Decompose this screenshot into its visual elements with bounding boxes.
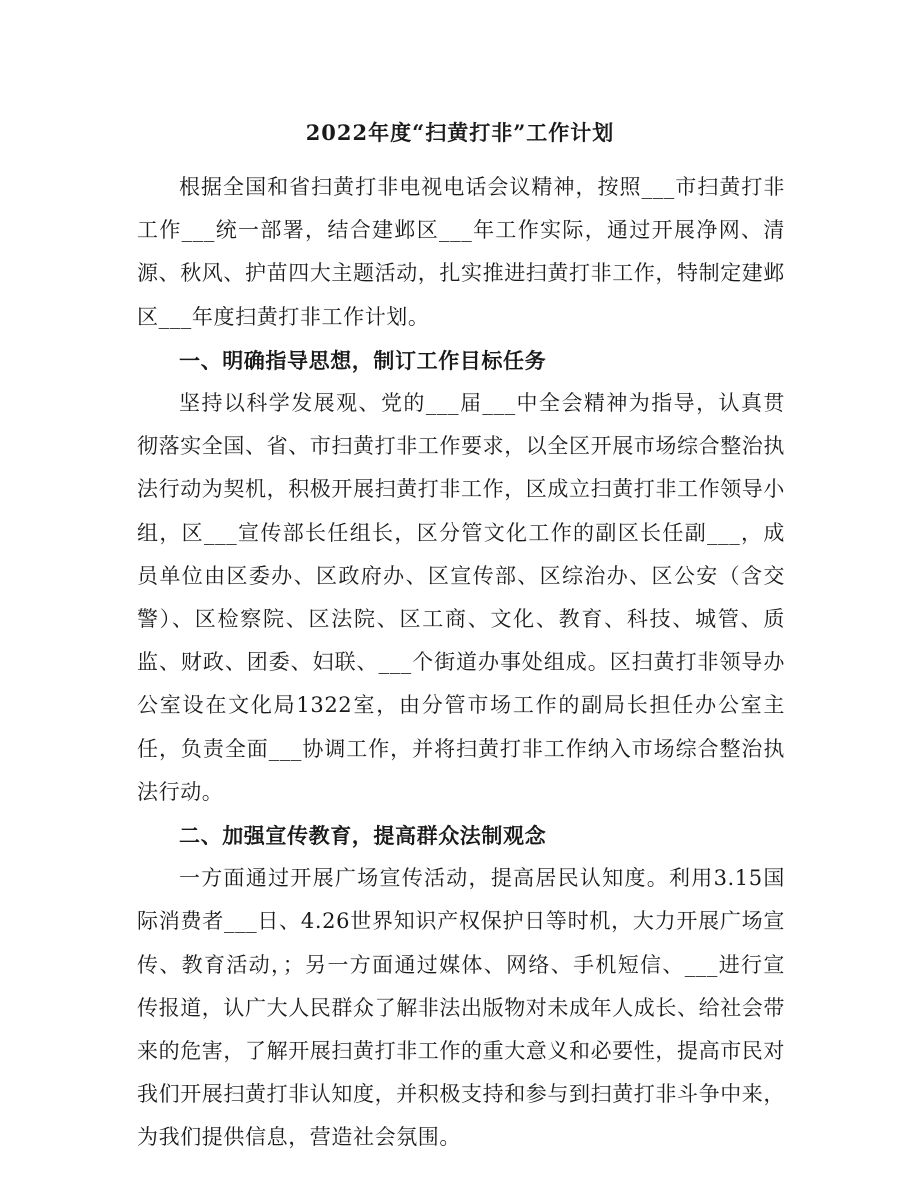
section-2-paragraph: 一方面通过开展广场宣传活动，提高居民认知度。利用3.15国际消费者___日、4.26世界知识产权保护日等时机，大力开展广场宣传、教育活动，；另一方面通过媒体、网络、手机短信、___进行宣传报道，认广大人民群众了解非法出版物对未成年人成长、给社会带来的危害，了解开展扫黄打非工作的重大意义和必要性，提高市民对我们开展扫黄打非认知度，并积极支持和参与到扫黄打非斗争中来，为我们提供信息，营造社会氛围。	[137, 866, 785, 1150]
section-2-heading: 二、加强宣传教育，提高群众法制观念	[179, 823, 547, 849]
document-title: 2022年度“扫黄打非”工作计划	[305, 120, 615, 145]
document-body	[137, 166, 785, 1160]
section-1-paragraph: 坚持以科学发展观、党的___届___中全会精神为指导，认真贯彻落实全国、省、市扫黄打非工作要求，以全区开展市场综合整治执法行动为契机，积极开展扫黄打非工作，区成立扫黄打非工作领导小组，区___宣传部长任组长，区分管文化工作的副区长任副___，成员单位由区委办、区政府办、区宣传部、区综治办、区公安（含交警）、区检察院、区法院、区工商、文化、教育、科技、城管、质监、财政、团委、妇联、___个街道办事处组成。区扫黄打非领导办公室设在文化局1322室，由分管市场工作的副局长担任办公室主任，负责全面___协调工作，并将扫黄打非工作纳入市场综合整治执法行动。	[137, 391, 785, 804]
section-1-heading: 一、明确指导思想，制订工作目标任务	[179, 347, 547, 373]
intro-paragraph: 根据全国和省扫黄打非电视电话会议精神，按照___市扫黄打非工作___统一部署，结合建邺区___年工作实际，通过开展净网、清源、秋风、护苗四大主题活动，扎实推进扫黄打非工作，特制定建邺区___年度扫黄打非工作计划。	[137, 175, 785, 329]
